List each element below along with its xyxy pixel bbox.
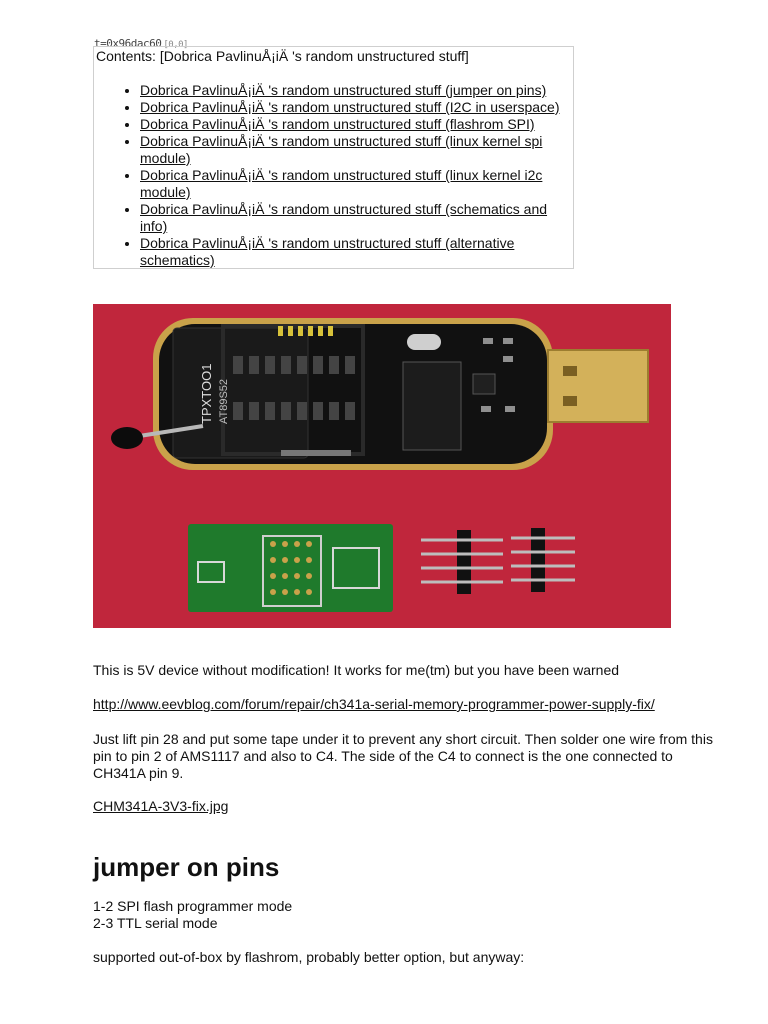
mode-2-text: 2-3 TTL serial mode: [93, 915, 218, 931]
toc-link-kernel-i2c[interactable]: Dobrica PavlinuÅ¡iÄ 's random unstructured stuff (linux kernel i2c module): [140, 167, 543, 200]
toc-item: [140, 201, 573, 235]
eevblog-link[interactable]: http://www.eevblog.com/forum/repair/ch341a-serial-memory-programmer-power-supply-fix/: [93, 696, 655, 712]
ch341a-programmer-photo: [93, 304, 671, 628]
instructions-text: Just lift pin 28 and put some tape under it to prevent any short circuit. Then solder one wire from this pin to pin 2 of AMS1117 and also to C4. The side of the C4 to connect is the one connected to CH341A pin 9.: [93, 731, 713, 781]
toc-item: [140, 133, 573, 167]
toc-link-alt-schematics[interactable]: Dobrica PavlinuÅ¡iÄ 's random unstructured stuff (alternative schematics): [140, 235, 515, 268]
toc-title: Contents: [Dobrica PavlinuÅ¡iÄ 's random unstructured stuff]: [96, 48, 469, 64]
page-marker-text: t=0x96dac60: [94, 37, 162, 50]
board-silk-2: AT89S52: [218, 378, 230, 424]
page-marker-coord: [0,0]: [163, 40, 188, 50]
toc-link-kernel-spi[interactable]: Dobrica PavlinuÅ¡iÄ 's random unstructured stuff (linux kernel spi module): [140, 133, 543, 166]
toc-item: [140, 167, 573, 201]
flashrom-note-text: supported out-of-box by flashrom, probably better option, but anyway:: [93, 949, 525, 965]
toc-link-jumper-on-pins[interactable]: Dobrica PavlinuÅ¡iÄ 's random unstructured stuff (jumper on pins): [140, 82, 547, 98]
section-heading-jumper-on-pins: jumper on pins: [93, 852, 280, 882]
warning-text: This is 5V device without modification! It works for me(tm) but you have been warned: [93, 662, 620, 678]
eevblog-link-paragraph: [93, 696, 723, 713]
toc-item: [140, 99, 573, 116]
fix-image-link[interactable]: CHM341A-3V3-fix.jpg: [93, 798, 229, 814]
toc-list: [94, 82, 573, 269]
table-of-contents: [93, 46, 574, 269]
board-silk-1: TPXTOO1: [199, 363, 214, 424]
sop-adapter-board: [188, 524, 393, 612]
toc-item: [140, 116, 573, 133]
toc-link-i2c-userspace[interactable]: Dobrica PavlinuÅ¡iÄ 's random unstructured stuff (I2C in userspace): [140, 99, 560, 115]
toc-item: [140, 235, 573, 269]
toc-item: [140, 82, 573, 99]
mode-1-text: 1-2 SPI flash programmer mode: [93, 898, 293, 914]
file-link-paragraph: [93, 798, 723, 815]
toc-link-schematics[interactable]: Dobrica PavlinuÅ¡iÄ 's random unstructured stuff (schematics and info): [140, 201, 548, 234]
toc-link-flashrom-spi[interactable]: Dobrica PavlinuÅ¡iÄ 's random unstructured stuff (flashrom SPI): [140, 116, 535, 132]
